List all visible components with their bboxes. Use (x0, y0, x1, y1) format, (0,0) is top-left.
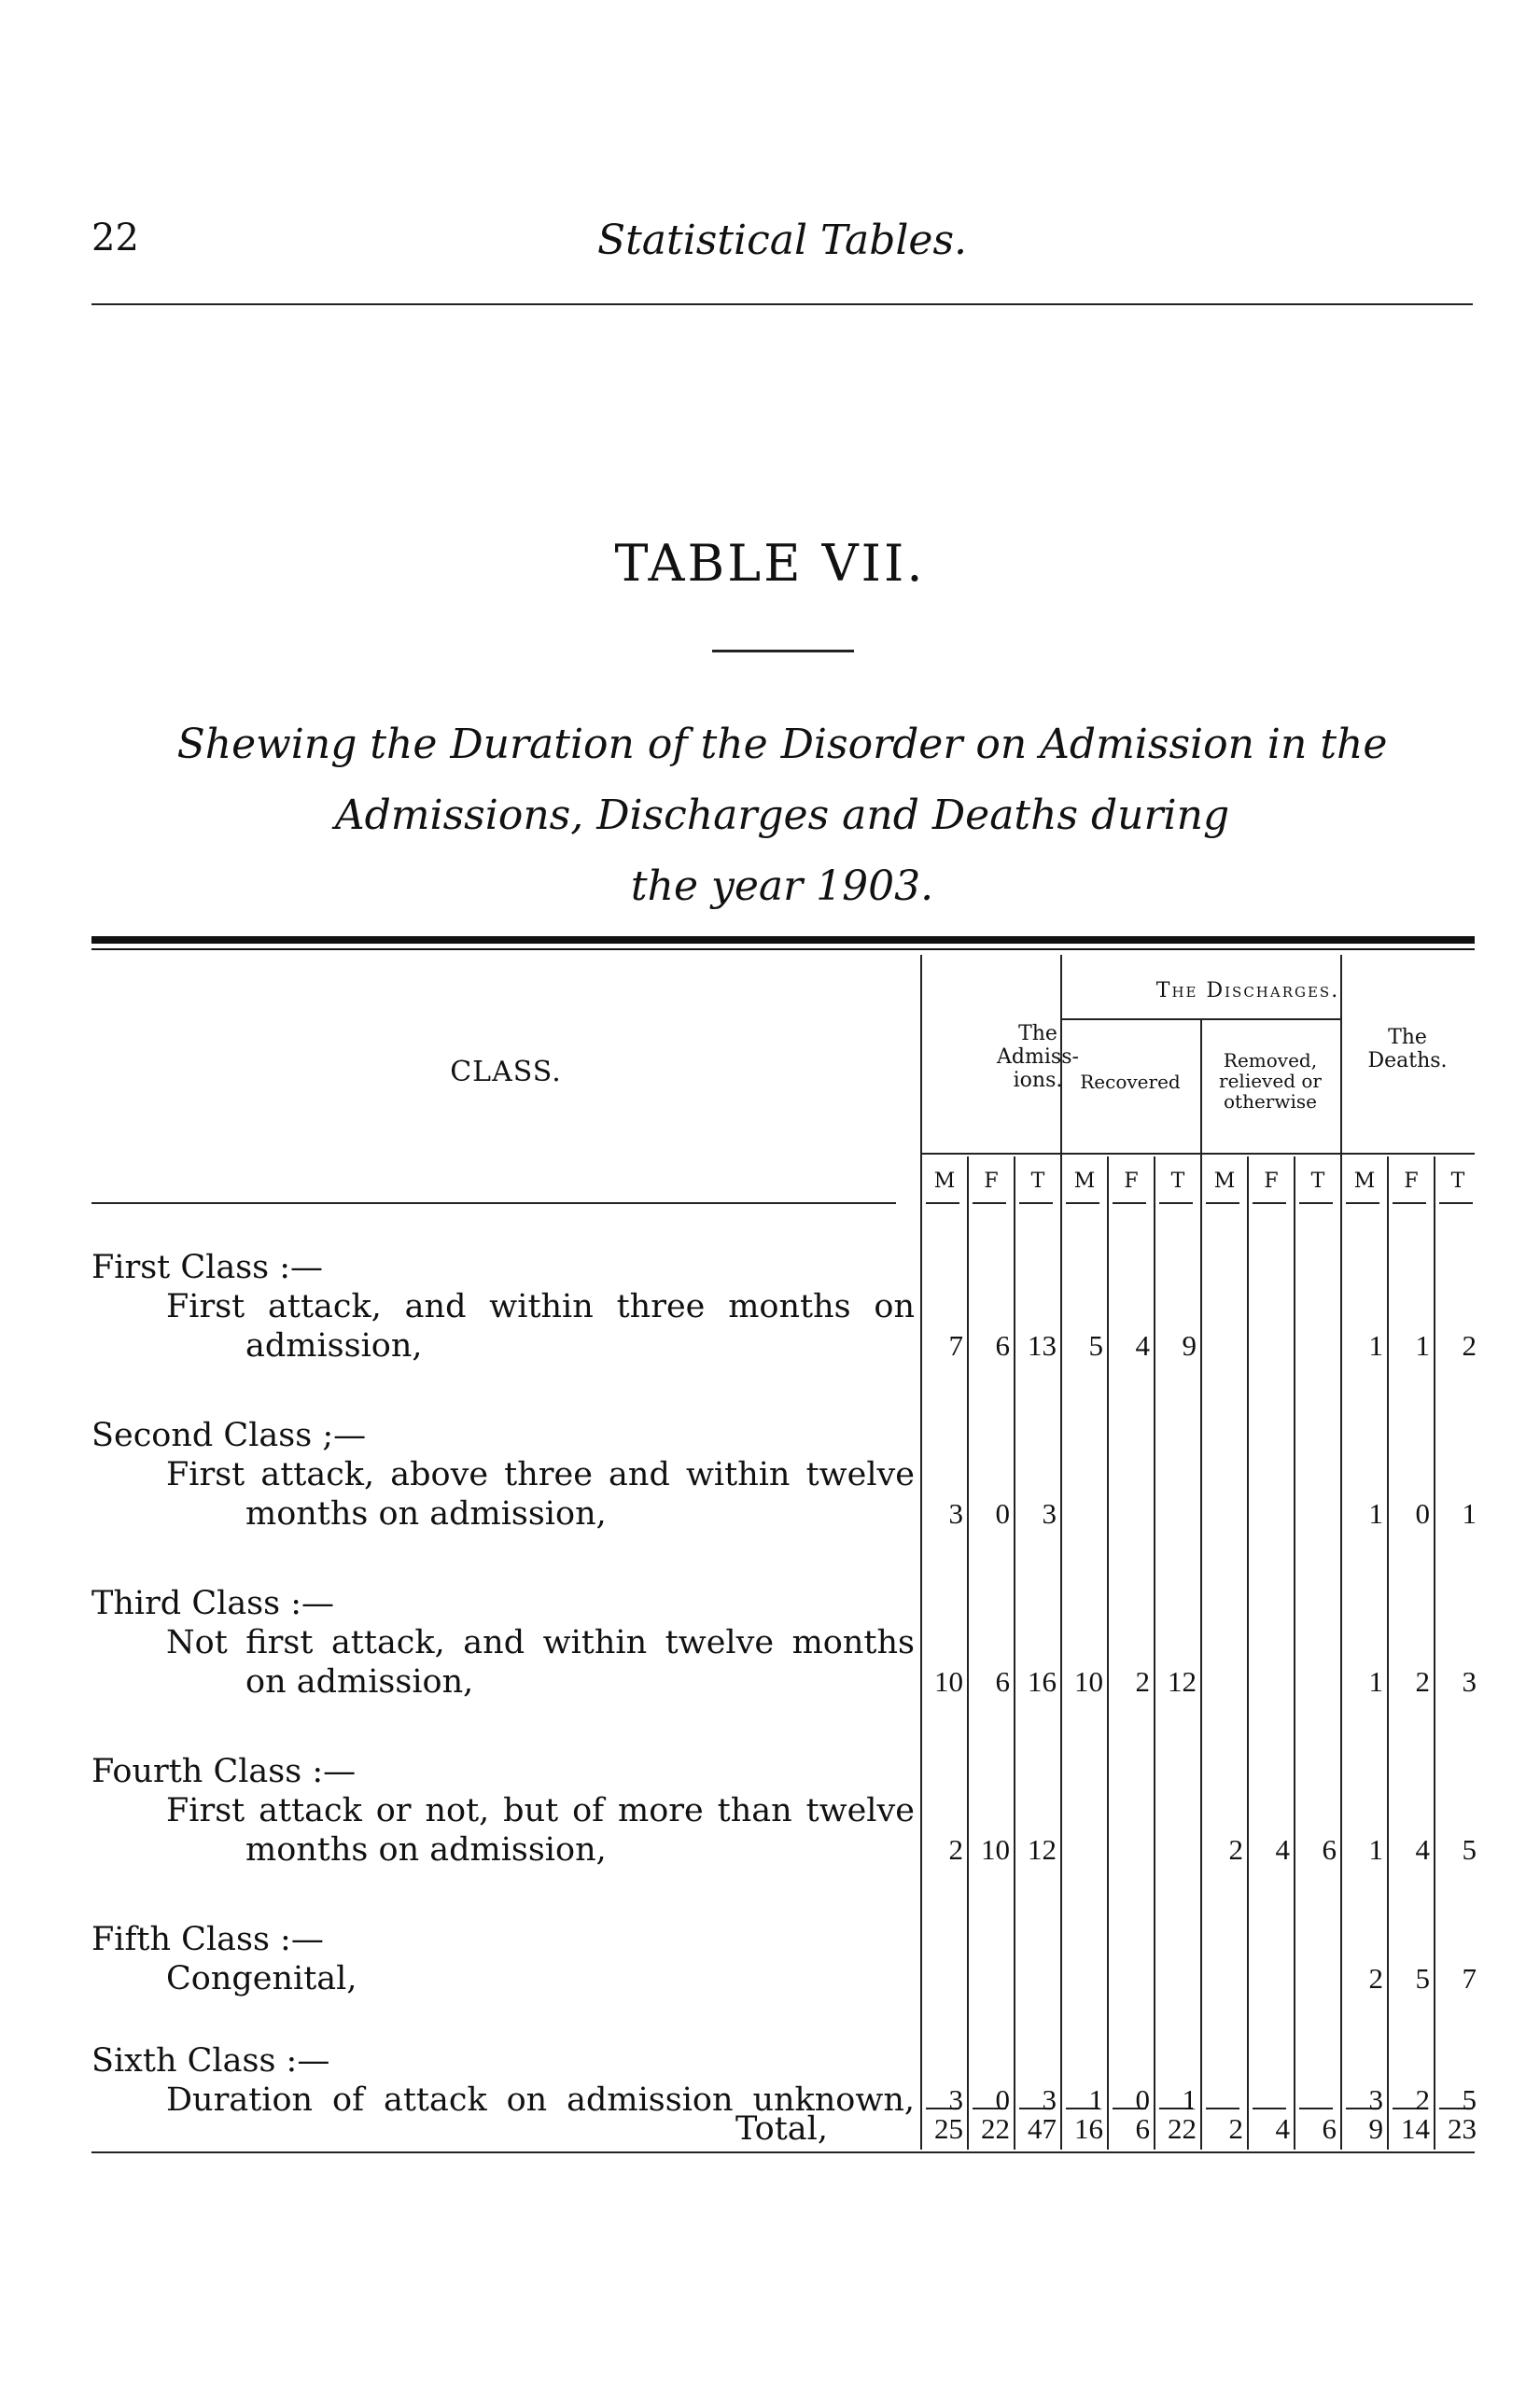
table-cell: 5 (1462, 1833, 1477, 1866)
table-cell: 3 (1462, 1665, 1477, 1698)
table-cell: 0 (1415, 1497, 1430, 1530)
subheader-rule (922, 1153, 1475, 1155)
deaths-header-line: The (1388, 1026, 1427, 1049)
column-letter-rule (1206, 1202, 1239, 1204)
table-cell: 1 (1368, 1497, 1383, 1530)
table-subtitle (91, 709, 1473, 922)
table-cell: 12 (1028, 1833, 1057, 1866)
table-cell: 1 (1182, 2083, 1197, 2116)
column-letter: M (1073, 1170, 1096, 1193)
table-cell: 10 (1074, 1665, 1103, 1698)
column-letter-rule (1159, 1202, 1193, 1204)
class-description: First attack, and within three months on (166, 1288, 915, 1325)
admissions-header-line: Admiss- (997, 1045, 1079, 1069)
table-cell: 13 (1028, 1329, 1057, 1362)
table-cell: 2 (948, 1833, 963, 1866)
discharges-header: The Discharges. (1155, 979, 1340, 1002)
class-name: Third Class :— (91, 1585, 335, 1622)
admissions-header-line: ions. (1013, 1069, 1063, 1092)
header-rule (91, 303, 1473, 305)
table-cell: 2 (1415, 1665, 1430, 1698)
total-cell: 23 (1448, 2112, 1477, 2145)
subcolumn-divider (1294, 1156, 1295, 2150)
total-cell: 14 (1401, 2112, 1430, 2145)
class-description: Duration of attack on admission unknown, (166, 2081, 915, 2119)
subtitle-line: Admissions, Discharges and Deaths during (334, 792, 1230, 839)
column-letter-rule (1066, 1202, 1099, 1204)
column-letter-rule (1346, 1202, 1379, 1204)
removed-header-line: Removed, (1223, 1049, 1318, 1072)
deaths-header-line: Deaths. (1367, 1049, 1448, 1072)
table-cell: 12 (1168, 1665, 1197, 1698)
table-cell: 3 (1042, 1497, 1057, 1530)
removed-header (1200, 1050, 1340, 1112)
class-description: Not first attack, and within twelve months (166, 1624, 915, 1661)
table-cell: 4 (1135, 1329, 1150, 1362)
removed-header-line: relieved or (1219, 1070, 1322, 1092)
table-cell: 1 (1462, 1497, 1477, 1530)
subcolumn-divider (1014, 1156, 1015, 2150)
total-cell: 2 (1228, 2112, 1243, 2145)
total-cell: 16 (1074, 2112, 1103, 2145)
column-letter: F (1124, 1170, 1139, 1193)
class-name: Second Class ;— (91, 1417, 367, 1454)
total-cell: 4 (1275, 2112, 1290, 2145)
statistical-table (91, 936, 1475, 2168)
column-letter-rule (1393, 1202, 1426, 1204)
running-head (91, 217, 1473, 273)
recovered-header: Recovered (1080, 1071, 1181, 1093)
table-cell: 1 (1368, 1833, 1383, 1866)
table-bottom-rule (91, 2151, 1475, 2153)
column-divider (920, 955, 922, 2150)
total-cell: 25 (934, 2112, 963, 2145)
subcolumn-divider (967, 1156, 969, 2150)
table-cell: 1 (1368, 1329, 1383, 1362)
subcolumn-divider (1107, 1156, 1109, 2150)
class-description: First attack or not, but of more than twelve (166, 1792, 915, 1829)
table-cell: 9 (1182, 1329, 1197, 1362)
column-letter: T (1170, 1170, 1185, 1193)
class-description: Congenital, (166, 1960, 357, 1997)
table-title: TABLE VII. (614, 534, 926, 593)
removed-header-line: otherwise (1224, 1090, 1317, 1113)
table-cell: 2 (1368, 1962, 1383, 1995)
subtitle-line: Shewing the Duration of the Disorder on Admission in the (176, 721, 1388, 768)
class-name: Sixth Class :— (91, 2042, 330, 2080)
table-cell: 10 (934, 1665, 963, 1698)
column-letter: F (984, 1170, 999, 1193)
table-cell: 2 (1415, 2083, 1430, 2116)
table-cell: 6 (995, 1665, 1010, 1698)
table-cell: 10 (981, 1833, 1010, 1866)
table-cell: 3 (948, 2083, 963, 2116)
column-divider (1060, 955, 1062, 2150)
admissions-header-line: The (1018, 1022, 1057, 1045)
class-name: Fifth Class :— (91, 1921, 324, 1958)
table-cell: 1 (1088, 2083, 1103, 2116)
table-top-rule-thin (91, 948, 1475, 950)
subcolumn-divider (1434, 1156, 1435, 2150)
table-cell: 2 (1462, 1329, 1477, 1362)
table-cell: 1 (1415, 1329, 1430, 1362)
total-cell: 6 (1322, 2112, 1337, 2145)
table-cell: 5 (1415, 1962, 1430, 1995)
deaths-header (1340, 1026, 1475, 1072)
table-cell: 0 (995, 1497, 1010, 1530)
total-rule (1253, 2108, 1286, 2109)
total-cell: 6 (1135, 2112, 1150, 2145)
table-cell: 0 (995, 2083, 1010, 2116)
table-cell: 4 (1275, 1833, 1290, 1866)
subcolumn-divider (1154, 1156, 1155, 2150)
class-header-rule (91, 1202, 896, 1204)
class-name: Fourth Class :— (91, 1753, 357, 1790)
table-cell: 7 (1462, 1962, 1477, 1995)
table-cell: 3 (1042, 2083, 1057, 2116)
table-cell: 5 (1462, 2083, 1477, 2116)
column-letter-rule (1113, 1202, 1146, 1204)
column-letter-rule (1253, 1202, 1286, 1204)
table-top-rule (91, 936, 1475, 944)
column-letter: F (1264, 1170, 1279, 1193)
column-letter-rule (1019, 1202, 1053, 1204)
class-name: First Class :— (91, 1249, 324, 1286)
column-letter: T (1450, 1170, 1465, 1193)
subcolumn-divider (1387, 1156, 1389, 2150)
table-cell: 3 (1368, 2083, 1383, 2116)
total-cell: 22 (981, 2112, 1010, 2145)
table-cell: 7 (948, 1329, 963, 1362)
total-rule (1299, 2108, 1333, 2109)
class-description: First attack, above three and within twelve (166, 1456, 915, 1493)
total-cell: 22 (1168, 2112, 1197, 2145)
table-cell: 0 (1135, 2083, 1150, 2116)
title-rule (712, 650, 854, 652)
class-description: months on admission, (245, 1495, 607, 1533)
total-rule (1206, 2108, 1239, 2109)
table-cell: 6 (995, 1329, 1010, 1362)
table-cell: 2 (1228, 1833, 1243, 1866)
class-column-header: CLASS. (450, 1056, 562, 1088)
page-number: 22 (91, 217, 139, 259)
column-letter: F (1404, 1170, 1419, 1193)
column-divider (1200, 1018, 1202, 2150)
column-letter: M (933, 1170, 956, 1193)
subcolumn-divider (1247, 1156, 1249, 2150)
column-letter-rule (1299, 1202, 1333, 1204)
running-title: Statistical Tables. (596, 217, 968, 264)
table-cell: 2 (1135, 1665, 1150, 1698)
subtitle-line: the year 1903. (630, 862, 934, 910)
column-letter: T (1030, 1170, 1045, 1193)
class-description: admission, (245, 1327, 423, 1365)
table-cell: 1 (1368, 1665, 1383, 1698)
column-letter-rule (926, 1202, 959, 1204)
table-cell: 6 (1322, 1833, 1337, 1866)
total-cell: 47 (1028, 2112, 1057, 2145)
column-letter-rule (973, 1202, 1006, 1204)
table-cell: 16 (1028, 1665, 1057, 1698)
column-letter-rule (1439, 1202, 1473, 1204)
table-cell: 5 (1088, 1329, 1103, 1362)
table-cell: 4 (1415, 1833, 1430, 1866)
table-cell: 3 (948, 1497, 963, 1530)
class-description: on admission, (245, 1663, 474, 1701)
total-label: Total, (735, 2110, 828, 2148)
class-description: months on admission, (245, 1831, 607, 1869)
column-letter: M (1353, 1170, 1376, 1193)
total-cell: 9 (1368, 2112, 1383, 2145)
column-letter: T (1310, 1170, 1325, 1193)
column-letter: M (1213, 1170, 1236, 1193)
